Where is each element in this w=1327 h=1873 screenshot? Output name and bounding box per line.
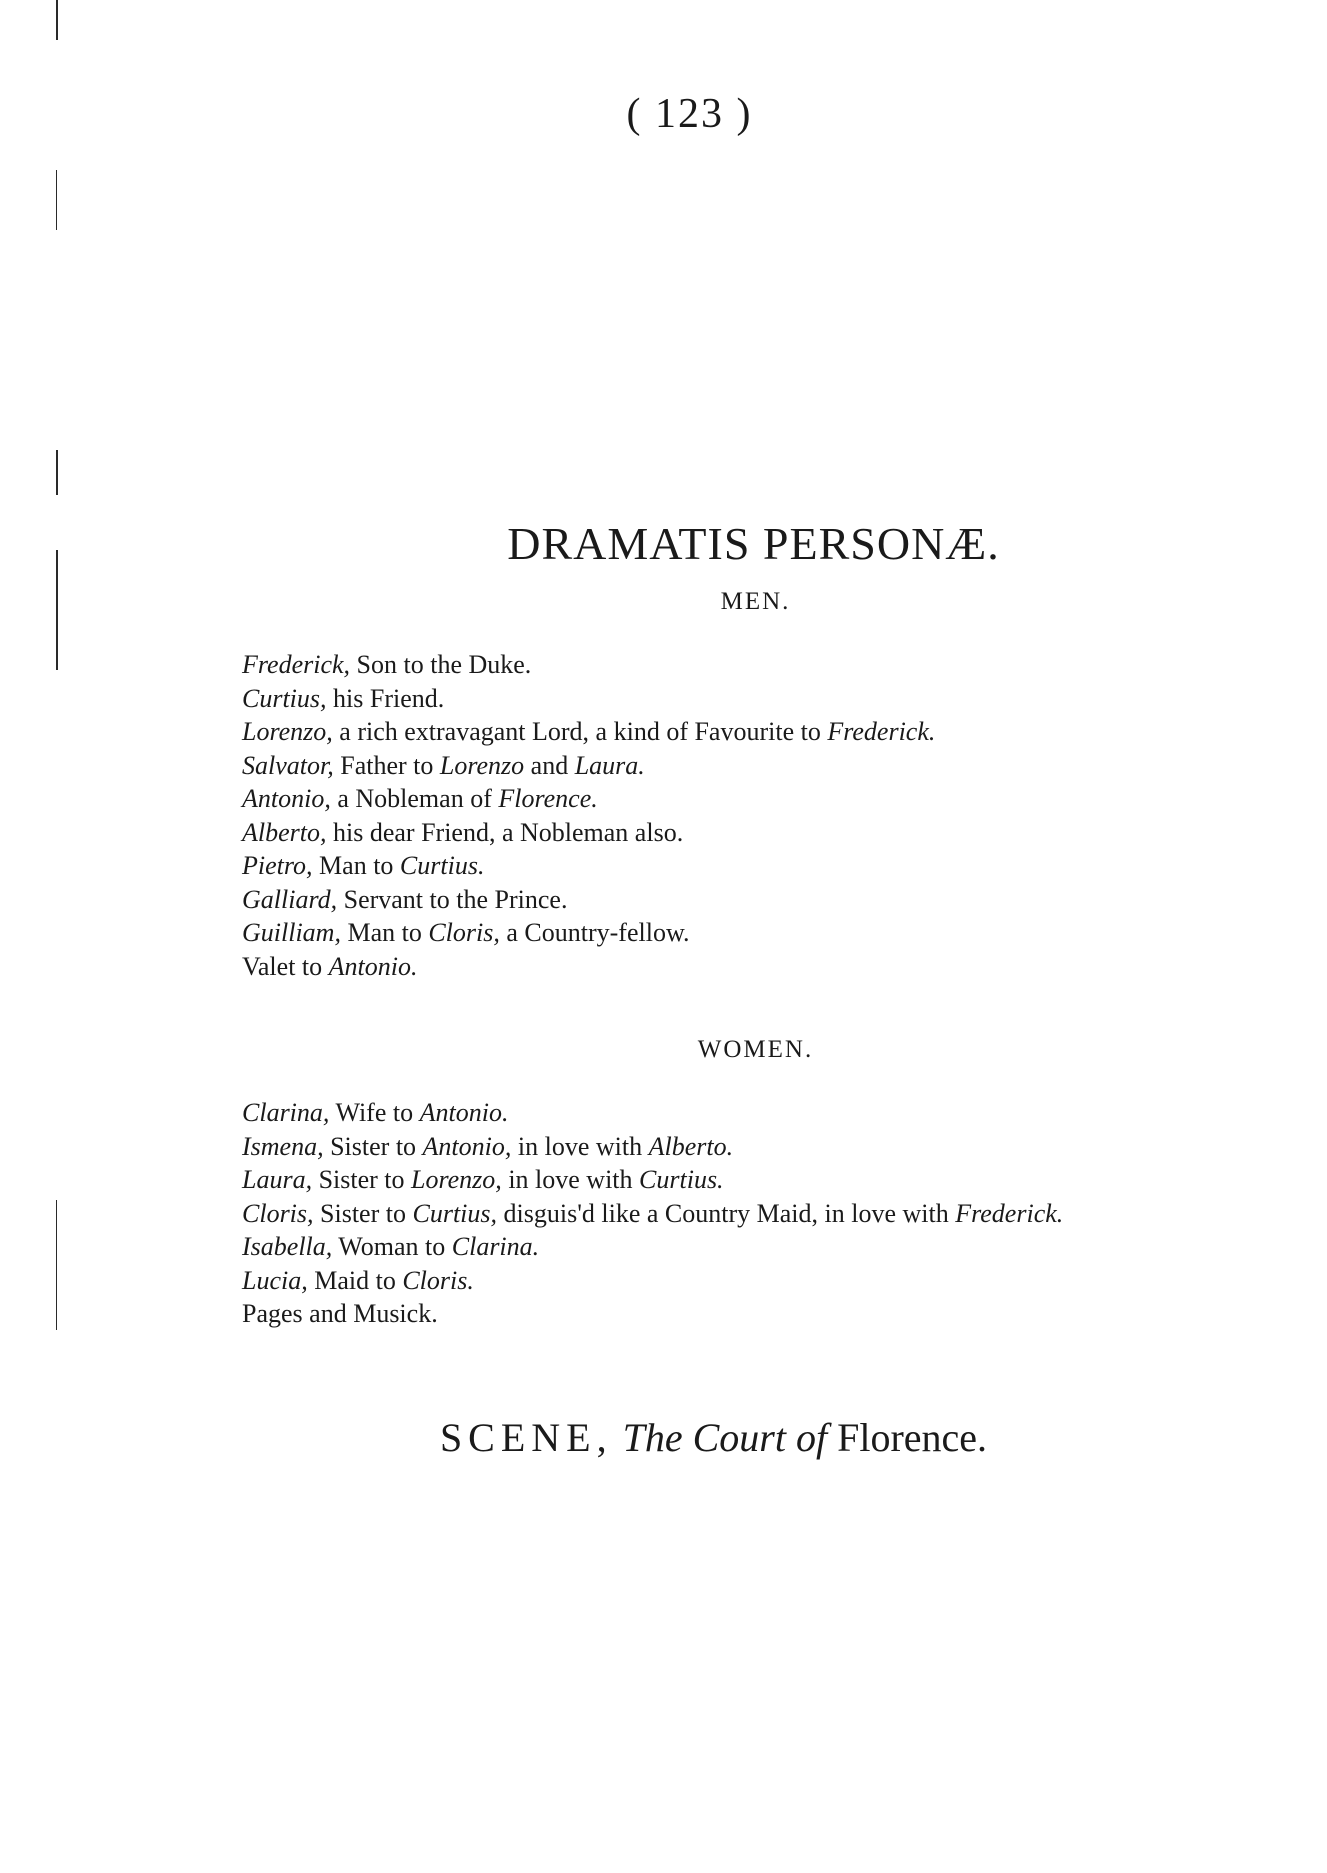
character-name: Frederick,: [242, 650, 351, 679]
character-description: in love with: [501, 1165, 640, 1194]
scene-label: SCENE,: [439, 1415, 613, 1460]
character-description: Servant to the Prince.: [337, 884, 568, 914]
men-cast-list: [242, 648, 1122, 983]
character-description: Maid to: [307, 1265, 403, 1295]
character-name: Alberto,: [242, 817, 327, 847]
cast-entry: [242, 782, 1122, 816]
character-name: Antonio,: [242, 784, 331, 813]
character-name: Guilliam,: [242, 918, 341, 947]
page-title: DRAMATIS PERSONÆ.: [507, 517, 1000, 569]
italic-reference: Clarina.: [451, 1232, 540, 1261]
cast-entry: [242, 849, 1122, 883]
character-name: Cloris,: [242, 1198, 314, 1228]
italic-reference: Curtius.: [639, 1165, 724, 1194]
cast-entry: [242, 682, 1122, 716]
italic-reference: Frederick.: [955, 1198, 1064, 1228]
gutter-mark: [56, 0, 58, 40]
cast-entry: [242, 715, 1122, 749]
character-description: Sister to: [323, 1131, 423, 1161]
character-description: Father to: [333, 750, 440, 780]
gutter-mark: [56, 550, 58, 670]
character-description: Man to: [340, 918, 429, 947]
character-description: Wife to: [329, 1098, 420, 1127]
character-description: his Friend.: [326, 683, 445, 713]
italic-reference: Laura.: [574, 750, 645, 780]
character-description: in love with: [511, 1131, 649, 1161]
character-name: Galliard,: [242, 884, 338, 914]
cast-entry: [242, 950, 1122, 984]
italic-reference: Antonio,: [422, 1131, 512, 1161]
character-description: his dear Friend, a Nobleman also.: [326, 817, 684, 847]
character-description: a rich extravagant Lord, a kind of Favourite to: [332, 717, 828, 746]
page-number: ( 123 ): [626, 91, 753, 137]
character-name: Isabella,: [242, 1232, 333, 1261]
italic-reference: Cloris.: [402, 1265, 474, 1295]
cast-entry: [242, 1163, 1122, 1197]
character-name: Clarina,: [242, 1098, 330, 1127]
character-description: Valet to: [242, 951, 329, 981]
italic-reference: Antonio.: [419, 1098, 509, 1127]
women-cast-list: [242, 1096, 1122, 1331]
scene-italic: The Court of: [622, 1415, 828, 1460]
cast-entry: [242, 883, 1122, 917]
character-description: Son to the Duke.: [350, 650, 532, 679]
italic-reference: Florence.: [498, 784, 598, 813]
character-description: Sister to: [312, 1165, 412, 1194]
gutter-mark: [56, 170, 57, 230]
character-description: Pages and Musick.: [242, 1299, 438, 1328]
character-description: Sister to: [313, 1198, 413, 1228]
character-name: Curtius,: [242, 683, 327, 713]
scene-line: [50, 1414, 1327, 1461]
cast-entry: [242, 1130, 1122, 1164]
cast-entry: [242, 749, 1122, 783]
italic-reference: Alberto.: [648, 1131, 734, 1161]
character-description: a Country-fellow.: [499, 918, 690, 947]
character-description: disguis'd like a Country Maid, in love with: [497, 1198, 956, 1228]
character-name: Laura,: [242, 1165, 313, 1194]
cast-entry: [242, 916, 1122, 950]
italic-reference: Frederick.: [827, 717, 936, 746]
cast-entry: [242, 1297, 1122, 1331]
character-name: Ismena,: [242, 1131, 324, 1161]
cast-entry: [242, 1264, 1122, 1298]
character-description: a Nobleman of: [330, 784, 499, 813]
gutter-mark: [56, 450, 58, 495]
character-name: Lucia,: [242, 1265, 308, 1295]
cast-entry: [242, 1096, 1122, 1130]
cast-entry: [242, 1197, 1122, 1231]
italic-reference: Antonio.: [328, 951, 418, 981]
gutter-mark: [56, 1200, 57, 1330]
character-name: Salvator,: [242, 750, 334, 780]
men-heading: MEN.: [720, 588, 791, 615]
cast-entry: [242, 816, 1122, 850]
character-name: Pietro,: [242, 851, 313, 880]
character-description: and: [524, 750, 575, 780]
cast-entry: [242, 1230, 1122, 1264]
scene-place: Florence.: [837, 1415, 988, 1460]
cast-entry: [242, 648, 1122, 682]
italic-reference: Cloris,: [428, 918, 500, 947]
italic-reference: Curtius,: [412, 1198, 498, 1228]
character-description: Man to: [312, 851, 400, 880]
character-name: Lorenzo,: [242, 717, 333, 746]
character-description: Woman to: [332, 1232, 452, 1261]
italic-reference: Lorenzo,: [411, 1165, 502, 1194]
italic-reference: Curtius.: [399, 851, 485, 880]
italic-reference: Lorenzo: [439, 750, 525, 780]
women-heading: WOMEN.: [697, 1036, 814, 1063]
